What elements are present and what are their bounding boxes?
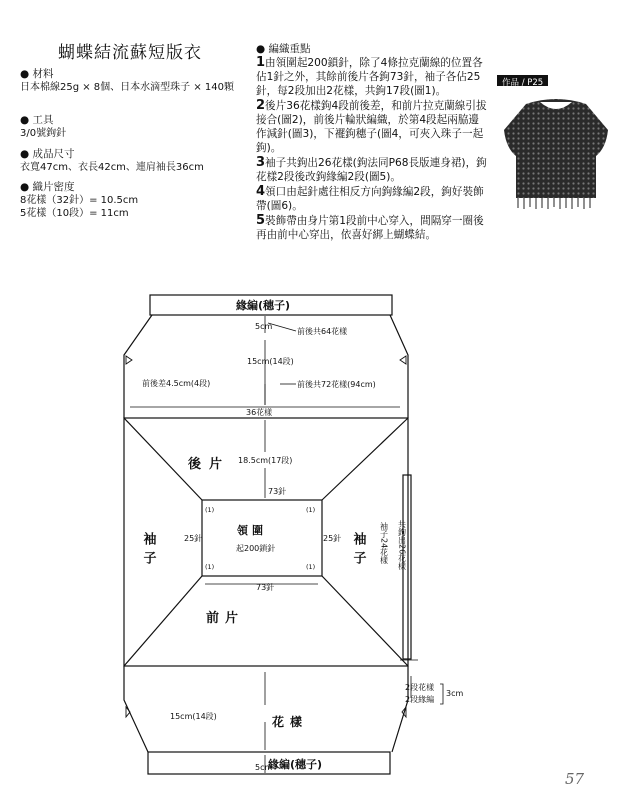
photo-label: 作品 / P25 <box>497 75 548 89</box>
sleeve-left-label: 袖子 <box>140 532 156 570</box>
notes-heading: ● 編織重點 <box>256 43 311 55</box>
pattern-label: 花樣 <box>272 715 309 729</box>
size-text: 衣寬47cm、衣長42cm、連肩袖長36cm <box>20 162 204 173</box>
sleeve-pattern-rows-label: 2段花樣 <box>405 683 435 692</box>
tools-text: 3/0號鉤針 <box>20 128 67 139</box>
size-heading: ● 成品尺寸 <box>20 148 75 160</box>
pattern-36-label: 36花樣 <box>246 408 273 417</box>
materials-text: 日本棉線25g × 8個、日本水滴型珠子 × 140顆 <box>20 82 234 93</box>
note-item-2: 2後片36花樣鉤4段前後差，和前片拉克蘭線引拔接合(圖2)，前後片輪狀編織，於第4段起兩脇邊作減針(圖3)，下襬鉤穗子(圖4，可夾入珠子一起鉤)。 <box>256 98 487 154</box>
note-item-1: 1由領圍起200鎖針，除了4條拉克蘭線的位置各佔1針之外，其餘前後片各鉤73針，袖子各佔25針，每2段加出2花樣，共鉤17段(圖1)。 <box>256 55 483 97</box>
page-number: 57 <box>565 770 585 788</box>
note-item-3: 3袖子共鉤出26花樣(鉤法同P68長版連身裙)，鉤花樣2段後改鉤緣編2段(圖5)。 <box>256 155 487 183</box>
sleeve-total-label: 共鉤出26花樣 <box>397 520 407 571</box>
sleeve-edge-rows-label: 2段緣編 <box>405 695 435 704</box>
sleeve-25-right-label: 25針 <box>323 534 342 543</box>
back-piece-label: 後片 <box>188 457 231 472</box>
gauge-heading: ● 織片密度 <box>20 181 75 193</box>
neck-label: 領圍 <box>237 524 267 537</box>
body-15cm-bottom-label: 15cm(14段) <box>170 712 217 721</box>
gauge-line-1: 8花樣（32針）= 10.5cm <box>20 195 139 206</box>
note-item-5: 5裝飾帶由身片第1段前中心穿入，間隔穿一圈後再由前中心穿出，依喜好綁上蝴蝶結。 <box>256 213 484 241</box>
note-item-4: 4領口由起針處往相反方向鉤緣編2段，鉤好裝飾帶(圖6)。 <box>256 184 484 212</box>
front-back-72-label: 前後共72花樣(94cm) <box>297 380 376 389</box>
page-title: 蝴蝶結流蘇短版衣 <box>58 43 202 63</box>
front-back-64-label: 前後共64花樣 <box>297 327 348 336</box>
lower-body-outline <box>124 666 408 752</box>
front-back-diff-label: 前後差4.5cm(4段) <box>142 379 211 388</box>
bottom-5cm-label: 5cm <box>255 763 273 772</box>
tools-heading: ● 工具 <box>20 114 54 126</box>
sleeve-height-label: 袖子24花樣 <box>379 522 389 565</box>
sts-73-bottom-label: 73針 <box>256 583 275 592</box>
materials-heading: ● 材料 <box>20 68 54 80</box>
sleeve-right-label: 袖子 <box>350 532 366 570</box>
gauge-line-2: 5花樣（10段）= 11cm <box>20 208 129 219</box>
top-5cm-label: 5cm <box>255 322 273 331</box>
corner-marker-br: (1) <box>306 563 316 571</box>
corner-marker-bl: (1) <box>205 563 215 571</box>
bottom-border-label: 緣編(穗子) <box>268 758 323 771</box>
sleeve-25-left-label: 25針 <box>184 534 203 543</box>
body-15cm-top-label: 15cm(14段) <box>247 357 294 366</box>
front-piece-label: 前片 <box>206 611 245 626</box>
sts-73-top-label: 73針 <box>268 487 287 496</box>
neck-sub-label: 起200鎖針 <box>236 544 276 553</box>
top-border-label: 緣編(穗子) <box>236 299 291 312</box>
sleeve-3cm-label: 3cm <box>446 689 464 698</box>
corner-marker-tr: (1) <box>306 506 316 514</box>
back-height-label: 18.5cm(17段) <box>238 456 293 465</box>
corner-marker-tl: (1) <box>205 506 215 514</box>
neck-rect <box>202 500 322 576</box>
